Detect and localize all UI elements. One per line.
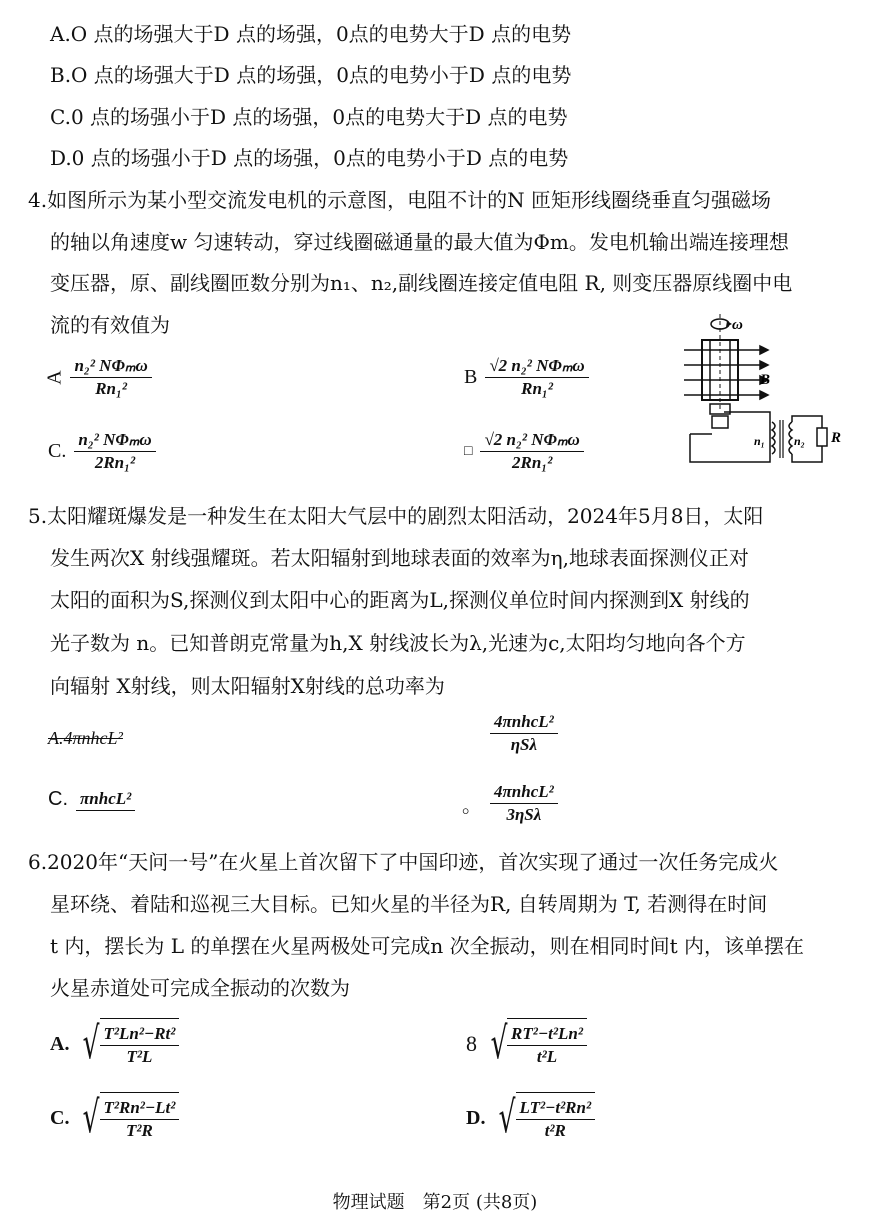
q4-option-c-formula (74, 430, 155, 473)
q3-option-c: C.0 点的场强小于D 点的场强，0点的电势大于D 点的电势 (50, 105, 568, 129)
q6-option-d-formula (516, 1098, 596, 1141)
q5-stem-line-2: 发生两次X 射线强耀斑。若太阳辐射到地球表面的效率为η,地球表面探测仪正对 (50, 546, 749, 570)
generator-transformer-diagram (680, 312, 850, 472)
primary-coil (772, 422, 775, 454)
q6-option-d-label: D. (466, 1106, 486, 1129)
q4-option-d (464, 430, 584, 473)
q5-option-a-text: A.4πnhcL² (48, 728, 123, 748)
q4-option-d-numerator: √2 n₂² NΦₘω (480, 430, 583, 452)
q4-option-b (464, 356, 589, 399)
q5-option-c-formula (76, 789, 135, 811)
q5-option-c (48, 788, 135, 811)
q6-option-b-numerator: RT²−t²Ln² (507, 1024, 587, 1046)
q6-option-b (466, 1018, 587, 1070)
q6-stem-line-3: t 内，摆长为 L 的单摆在火星两极处可完成n 次全振动，则在相同时间t 内，该单摆在 (50, 934, 805, 958)
sqrt-icon: √ (83, 1018, 100, 1069)
q4-option-c (48, 430, 156, 473)
q6-option-b-formula (507, 1024, 587, 1067)
q4-option-c-denominator: 2Rn₁² (94, 453, 136, 472)
q5-stem-line-1: 5.太阳耀斑爆发是一种发生在太阳大气层中的剧烈太阳活动，2024年5月8日，太阳 (28, 504, 764, 528)
q5-stem-line-4: 光子数为 n。已知普朗克常量为h,X 射线波长为λ,光速为c,太阳均匀地向各个方 (50, 631, 746, 655)
q3-option-d: D.0 点的场强小于D 点的场强，0点的电势小于D 点的电势 (50, 146, 569, 170)
q6-option-c (50, 1092, 179, 1144)
q4-option-b-numerator: √2 n₂² NΦₘω (485, 356, 588, 378)
q4-option-d-denominator: 2Rn₁² (512, 453, 553, 472)
q6-option-a-formula (100, 1024, 180, 1067)
q4-option-c-numerator: n₂² NΦₘω (74, 430, 155, 452)
secondary-coil (789, 422, 792, 454)
q5-option-d (462, 782, 558, 825)
q6-option-b-label: 8 (466, 1031, 477, 1056)
q6-option-d-denominator: t²R (544, 1121, 566, 1140)
q5-option-c-label: C. (48, 788, 68, 810)
q6-option-a (50, 1018, 179, 1070)
q6-option-a-label: A. (50, 1032, 70, 1055)
q4-stem-line-4: 流的有效值为 (50, 313, 170, 337)
q6-option-c-denominator: T²R (126, 1121, 153, 1140)
secondary-coil-label: n₂ (794, 434, 805, 448)
q5-option-a (48, 728, 123, 749)
q4-stem-line-1: 4.如图所示为某小型交流发电机的示意图，电阻不计的N 匝矩形线圈绕垂直匀强磁场 (28, 188, 771, 212)
sqrt-icon: √ (499, 1092, 516, 1143)
omega-label: ω (732, 317, 743, 333)
q5-option-b-numerator: 4πnhcL² (490, 712, 558, 734)
field-b-label: B (760, 372, 771, 388)
q5-option-b (490, 712, 558, 755)
q4-option-d-label: □ (464, 443, 473, 459)
q4-option-c-label: C. (48, 440, 67, 462)
q6-option-b-sqrt (485, 1018, 587, 1070)
sqrt-icon: √ (490, 1018, 508, 1069)
q6-option-d-numerator: LT²−t²Rn² (516, 1098, 596, 1120)
q5-stem-line-5: 向辐射 X射线，则太阳辐射X射线的总功率为 (50, 674, 445, 698)
primary-coil-label: n₁ (754, 434, 765, 448)
q4-option-b-denominator: Rn₁² (521, 379, 553, 398)
q5-option-b-denominator: ηSλ (510, 735, 538, 754)
q4-option-d-formula (480, 430, 583, 473)
page-footer: 物理试题 第2页 (共8页) (332, 1192, 538, 1213)
secondary-circuit-wire (792, 416, 822, 428)
q3-option-b: B.O 点的场强大于D 点的场强，0点的电势小于D 点的电势 (50, 63, 572, 87)
q6-option-a-numerator: T²Ln²−Rt² (100, 1024, 180, 1046)
q4-option-a (43, 356, 152, 399)
q6-stem-line-4: 火星赤道处可完成全振动的次数为 (50, 976, 350, 1000)
q4-option-a-label: A (43, 370, 66, 385)
q6-stem-line-1: 6.2020年“天问一号”在火星上首次留下了中国印迹，首次实现了通过一次任务完成火 (28, 850, 779, 874)
q3-option-a: A.O 点的场强大于D 点的场强，0点的电势大于D 点的电势 (50, 22, 572, 46)
q6-option-c-numerator: T²Rn²−Lt² (100, 1098, 180, 1120)
q5-option-d-formula (490, 782, 558, 825)
q5-option-b-formula (490, 712, 558, 755)
resistor (817, 428, 827, 446)
q6-option-d-sqrt (493, 1092, 595, 1144)
q6-option-c-formula (100, 1098, 180, 1141)
q5-option-d-numerator: 4πnhcL² (490, 782, 558, 804)
q4-option-a-formula (70, 356, 151, 399)
q5-option-d-denominator: 3ηSλ (506, 805, 542, 824)
sqrt-icon: √ (83, 1092, 100, 1143)
q4-option-a-numerator: n₂² NΦₘω (70, 356, 151, 378)
q4-option-a-denominator: Rn₁² (95, 379, 128, 398)
q6-option-b-denominator: t²L (536, 1047, 558, 1066)
slip-ring-lower (712, 416, 728, 428)
secondary-circuit-wire-lower (792, 446, 822, 462)
q6-option-d (466, 1092, 595, 1144)
q5-stem-line-3: 太阳的面积为S,探测仪到太阳中心的距离为L,探测仪单位时间内探测到X 射线的 (50, 588, 750, 612)
q4-option-b-formula (485, 356, 588, 399)
q6-option-a-sqrt (77, 1018, 179, 1070)
q4-stem-line-2: 的轴以角速度w 匀速转动，穿过线圈磁通量的最大值为Φm。发电机输出端连接理想 (50, 230, 789, 254)
q6-option-a-denominator: T²L (126, 1047, 153, 1066)
q4-option-b-label: B (464, 366, 478, 388)
q5-option-c-numerator: πnhcL² (76, 789, 135, 811)
magnetic-field-lines (684, 346, 771, 399)
q4-stem-line-3: 变压器，原、副线圈匝数分别为n₁、n₂,副线圈连接定值电阻 R, 则变压器原线圈中电 (50, 271, 793, 295)
q6-stem-line-2: 星环绕、着陆和巡视三大目标。已知火星的半径为R, 自转周期为 T, 若测得在时间 (50, 892, 768, 916)
resistor-label: R (831, 430, 842, 446)
q5-option-d-label: 。 (462, 795, 482, 817)
q6-option-c-sqrt (77, 1092, 179, 1144)
q6-option-c-label: C. (50, 1106, 70, 1129)
